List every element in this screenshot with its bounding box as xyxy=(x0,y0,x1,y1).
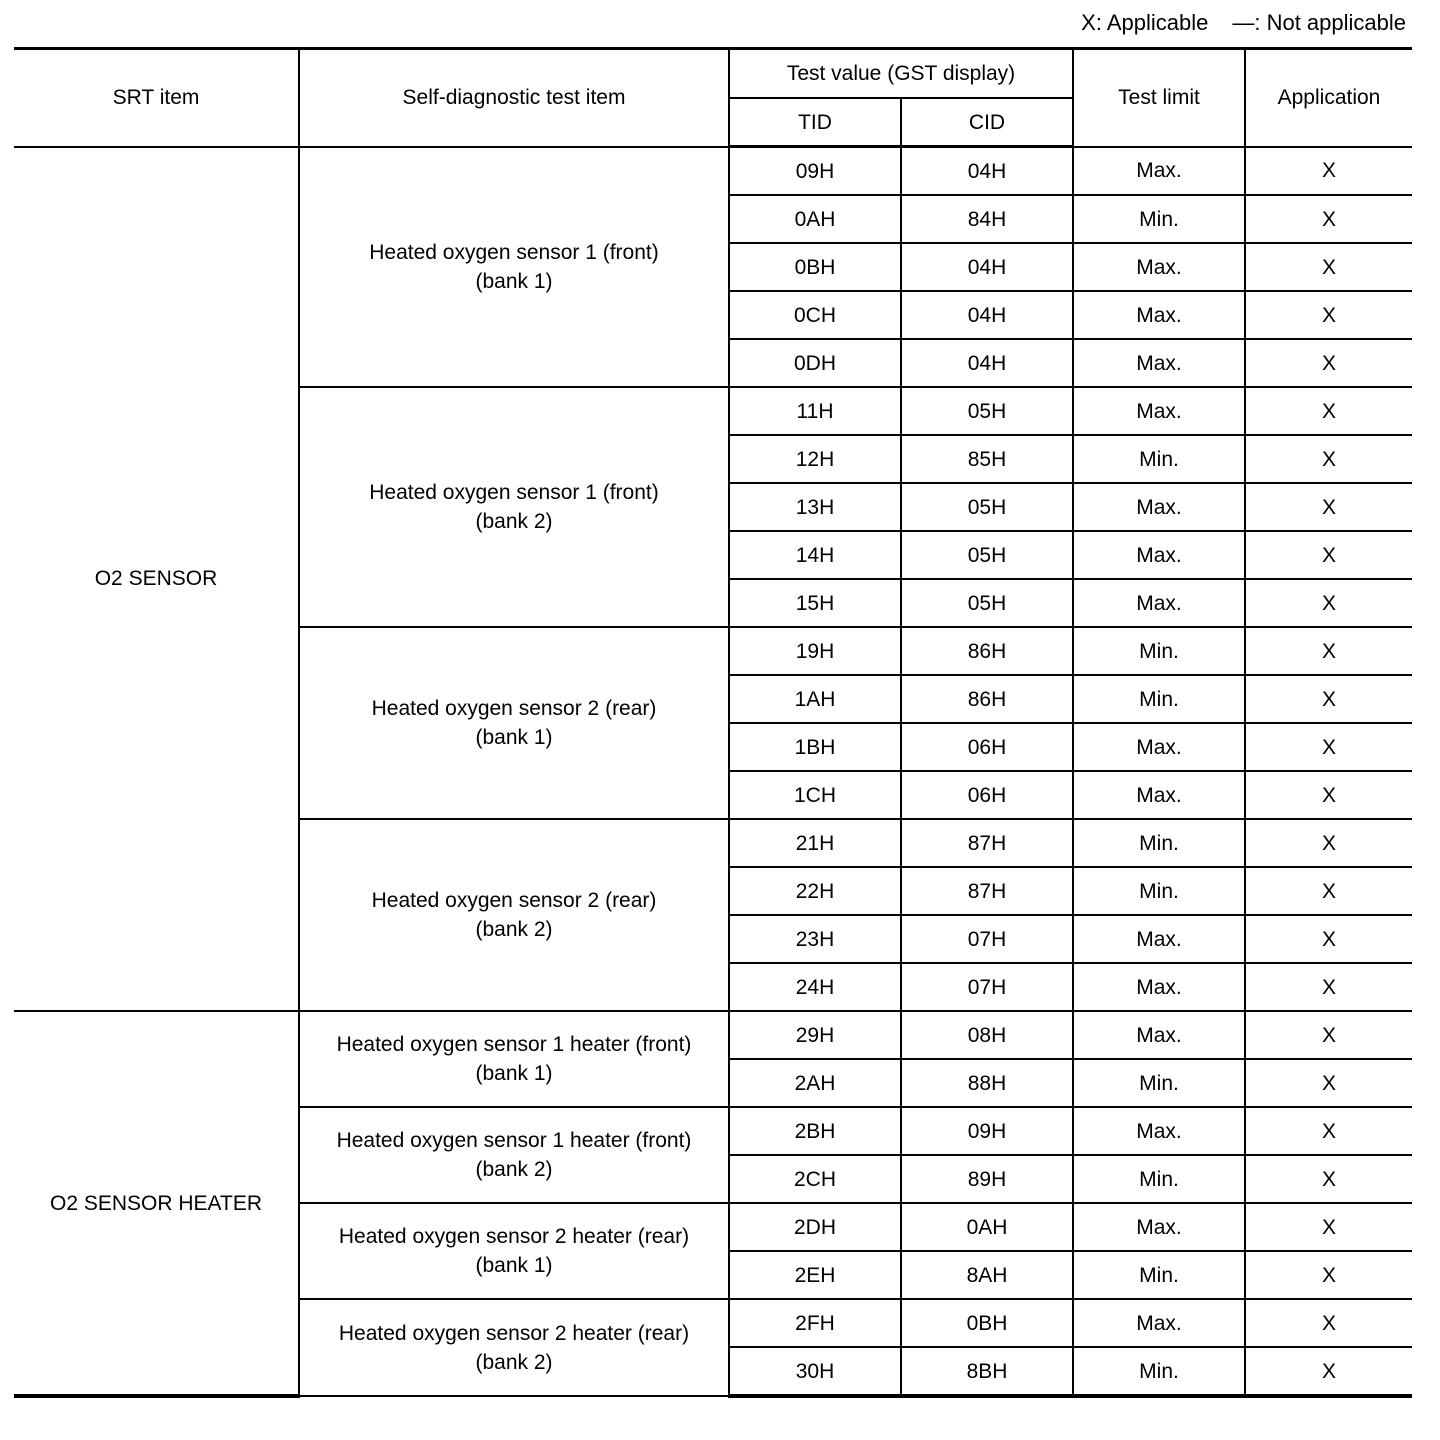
cid-cell: 0AH xyxy=(901,1203,1073,1251)
application-cell: X xyxy=(1245,1155,1412,1203)
tid-cell: 2EH xyxy=(729,1251,901,1299)
application-cell: X xyxy=(1245,243,1412,291)
application-cell: X xyxy=(1245,675,1412,723)
test-limit-cell: Max. xyxy=(1073,1107,1245,1155)
tid-cell: 09H xyxy=(729,147,901,196)
self-diagnostic-item-cell: Heated oxygen sensor 1 heater (front) (bank 2) xyxy=(299,1107,729,1203)
test-limit-cell: Min. xyxy=(1073,435,1245,483)
cid-cell: 05H xyxy=(901,531,1073,579)
self-diagnostic-item-cell: Heated oxygen sensor 2 (rear) (bank 2) xyxy=(299,819,729,1011)
application-cell: X xyxy=(1245,291,1412,339)
test-limit-cell: Max. xyxy=(1073,243,1245,291)
application-cell: X xyxy=(1245,531,1412,579)
cid-cell: 8BH xyxy=(901,1347,1073,1396)
cid-cell: 0BH xyxy=(901,1299,1073,1347)
application-cell: X xyxy=(1245,1107,1412,1155)
table-header xyxy=(14,49,1412,147)
srt-item-cell: O2 SENSOR xyxy=(14,147,299,1012)
test-limit-cell: Max. xyxy=(1073,1299,1245,1347)
header-self-diagnostic-item: Self-diagnostic test item xyxy=(299,49,729,147)
application-cell: X xyxy=(1245,387,1412,435)
test-limit-cell: Max. xyxy=(1073,579,1245,627)
self-diagnostic-item-cell: Heated oxygen sensor 2 heater (rear) (bank 1) xyxy=(299,1203,729,1299)
cid-cell: 87H xyxy=(901,819,1073,867)
test-limit-cell: Min. xyxy=(1073,867,1245,915)
test-limit-cell: Max. xyxy=(1073,915,1245,963)
cid-cell: 06H xyxy=(901,771,1073,819)
tid-cell: 29H xyxy=(729,1011,901,1059)
tid-cell: 0BH xyxy=(729,243,901,291)
application-cell: X xyxy=(1245,1011,1412,1059)
header-cid: CID xyxy=(901,98,1073,147)
tid-cell: 22H xyxy=(729,867,901,915)
cid-cell: 09H xyxy=(901,1107,1073,1155)
application-cell: X xyxy=(1245,819,1412,867)
test-limit-cell: Max. xyxy=(1073,531,1245,579)
application-cell: X xyxy=(1245,1299,1412,1347)
tid-cell: 19H xyxy=(729,627,901,675)
cid-cell: 04H xyxy=(901,291,1073,339)
application-cell: X xyxy=(1245,483,1412,531)
test-limit-cell: Min. xyxy=(1073,627,1245,675)
test-limit-cell: Min. xyxy=(1073,675,1245,723)
application-cell: X xyxy=(1245,771,1412,819)
test-limit-cell: Min. xyxy=(1073,195,1245,243)
application-cell: X xyxy=(1245,867,1412,915)
tid-cell: 2DH xyxy=(729,1203,901,1251)
legend-not-applicable: —: Not applicable xyxy=(1232,10,1406,35)
header-test-limit: Test limit xyxy=(1073,49,1245,147)
application-cell: X xyxy=(1245,147,1412,196)
test-limit-cell: Max. xyxy=(1073,291,1245,339)
cid-cell: 04H xyxy=(901,147,1073,196)
tid-cell: 30H xyxy=(729,1347,901,1396)
test-limit-cell: Max. xyxy=(1073,723,1245,771)
cid-cell: 86H xyxy=(901,675,1073,723)
tid-cell: 0AH xyxy=(729,195,901,243)
test-limit-cell: Min. xyxy=(1073,819,1245,867)
cid-cell: 05H xyxy=(901,387,1073,435)
test-limit-cell: Max. xyxy=(1073,147,1245,196)
application-cell: X xyxy=(1245,915,1412,963)
application-cell: X xyxy=(1245,339,1412,387)
tid-cell: 0CH xyxy=(729,291,901,339)
tid-cell: 2CH xyxy=(729,1155,901,1203)
test-limit-cell: Min. xyxy=(1073,1251,1245,1299)
legend-applicable: X: Applicable xyxy=(1081,10,1209,35)
legend xyxy=(1081,8,1406,38)
test-limit-cell: Max. xyxy=(1073,963,1245,1011)
tid-cell: 15H xyxy=(729,579,901,627)
srt-table xyxy=(14,47,1412,1398)
tid-cell: 2AH xyxy=(729,1059,901,1107)
test-limit-cell: Min. xyxy=(1073,1347,1245,1396)
header-test-value: Test value (GST display) xyxy=(729,49,1073,99)
test-limit-cell: Max. xyxy=(1073,771,1245,819)
tid-cell: 1BH xyxy=(729,723,901,771)
test-limit-cell: Max. xyxy=(1073,1203,1245,1251)
cid-cell: 87H xyxy=(901,867,1073,915)
cid-cell: 88H xyxy=(901,1059,1073,1107)
header-tid: TID xyxy=(729,98,901,147)
header-srt-item: SRT item xyxy=(14,49,299,147)
application-cell: X xyxy=(1245,1251,1412,1299)
cid-cell: 05H xyxy=(901,483,1073,531)
application-cell: X xyxy=(1245,723,1412,771)
tid-cell: 24H xyxy=(729,963,901,1011)
tid-cell: 21H xyxy=(729,819,901,867)
cid-cell: 08H xyxy=(901,1011,1073,1059)
tid-cell: 2FH xyxy=(729,1299,901,1347)
cid-cell: 05H xyxy=(901,579,1073,627)
application-cell: X xyxy=(1245,627,1412,675)
application-cell: X xyxy=(1245,1203,1412,1251)
tid-cell: 1AH xyxy=(729,675,901,723)
application-cell: X xyxy=(1245,1059,1412,1107)
cid-cell: 04H xyxy=(901,339,1073,387)
application-cell: X xyxy=(1245,435,1412,483)
cid-cell: 84H xyxy=(901,195,1073,243)
cid-cell: 85H xyxy=(901,435,1073,483)
cid-cell: 86H xyxy=(901,627,1073,675)
test-limit-cell: Max. xyxy=(1073,339,1245,387)
self-diagnostic-item-cell: Heated oxygen sensor 2 (rear) (bank 1) xyxy=(299,627,729,819)
cid-cell: 89H xyxy=(901,1155,1073,1203)
cid-cell: 07H xyxy=(901,915,1073,963)
srt-item-cell: O2 SENSOR HEATER xyxy=(14,1011,299,1396)
cid-cell: 04H xyxy=(901,243,1073,291)
tid-cell: 13H xyxy=(729,483,901,531)
test-limit-cell: Max. xyxy=(1073,1011,1245,1059)
tid-cell: 0DH xyxy=(729,339,901,387)
cid-cell: 06H xyxy=(901,723,1073,771)
tid-cell: 23H xyxy=(729,915,901,963)
self-diagnostic-item-cell: Heated oxygen sensor 2 heater (rear) (bank 2) xyxy=(299,1299,729,1396)
cid-cell: 8AH xyxy=(901,1251,1073,1299)
table-body xyxy=(14,147,1412,1397)
application-cell: X xyxy=(1245,195,1412,243)
tid-cell: 2BH xyxy=(729,1107,901,1155)
tid-cell: 14H xyxy=(729,531,901,579)
test-limit-cell: Max. xyxy=(1073,387,1245,435)
table-row xyxy=(14,1011,1412,1059)
self-diagnostic-item-cell: Heated oxygen sensor 1 (front) (bank 1) xyxy=(299,147,729,388)
test-limit-cell: Max. xyxy=(1073,483,1245,531)
application-cell: X xyxy=(1245,963,1412,1011)
cid-cell: 07H xyxy=(901,963,1073,1011)
application-cell: X xyxy=(1245,579,1412,627)
tid-cell: 12H xyxy=(729,435,901,483)
table-row xyxy=(14,147,1412,196)
application-cell: X xyxy=(1245,1347,1412,1396)
tid-cell: 1CH xyxy=(729,771,901,819)
tid-cell: 11H xyxy=(729,387,901,435)
self-diagnostic-item-cell: Heated oxygen sensor 1 (front) (bank 2) xyxy=(299,387,729,627)
self-diagnostic-item-cell: Heated oxygen sensor 1 heater (front) (bank 1) xyxy=(299,1011,729,1107)
test-limit-cell: Min. xyxy=(1073,1155,1245,1203)
test-limit-cell: Min. xyxy=(1073,1059,1245,1107)
header-application: Application xyxy=(1245,49,1412,147)
